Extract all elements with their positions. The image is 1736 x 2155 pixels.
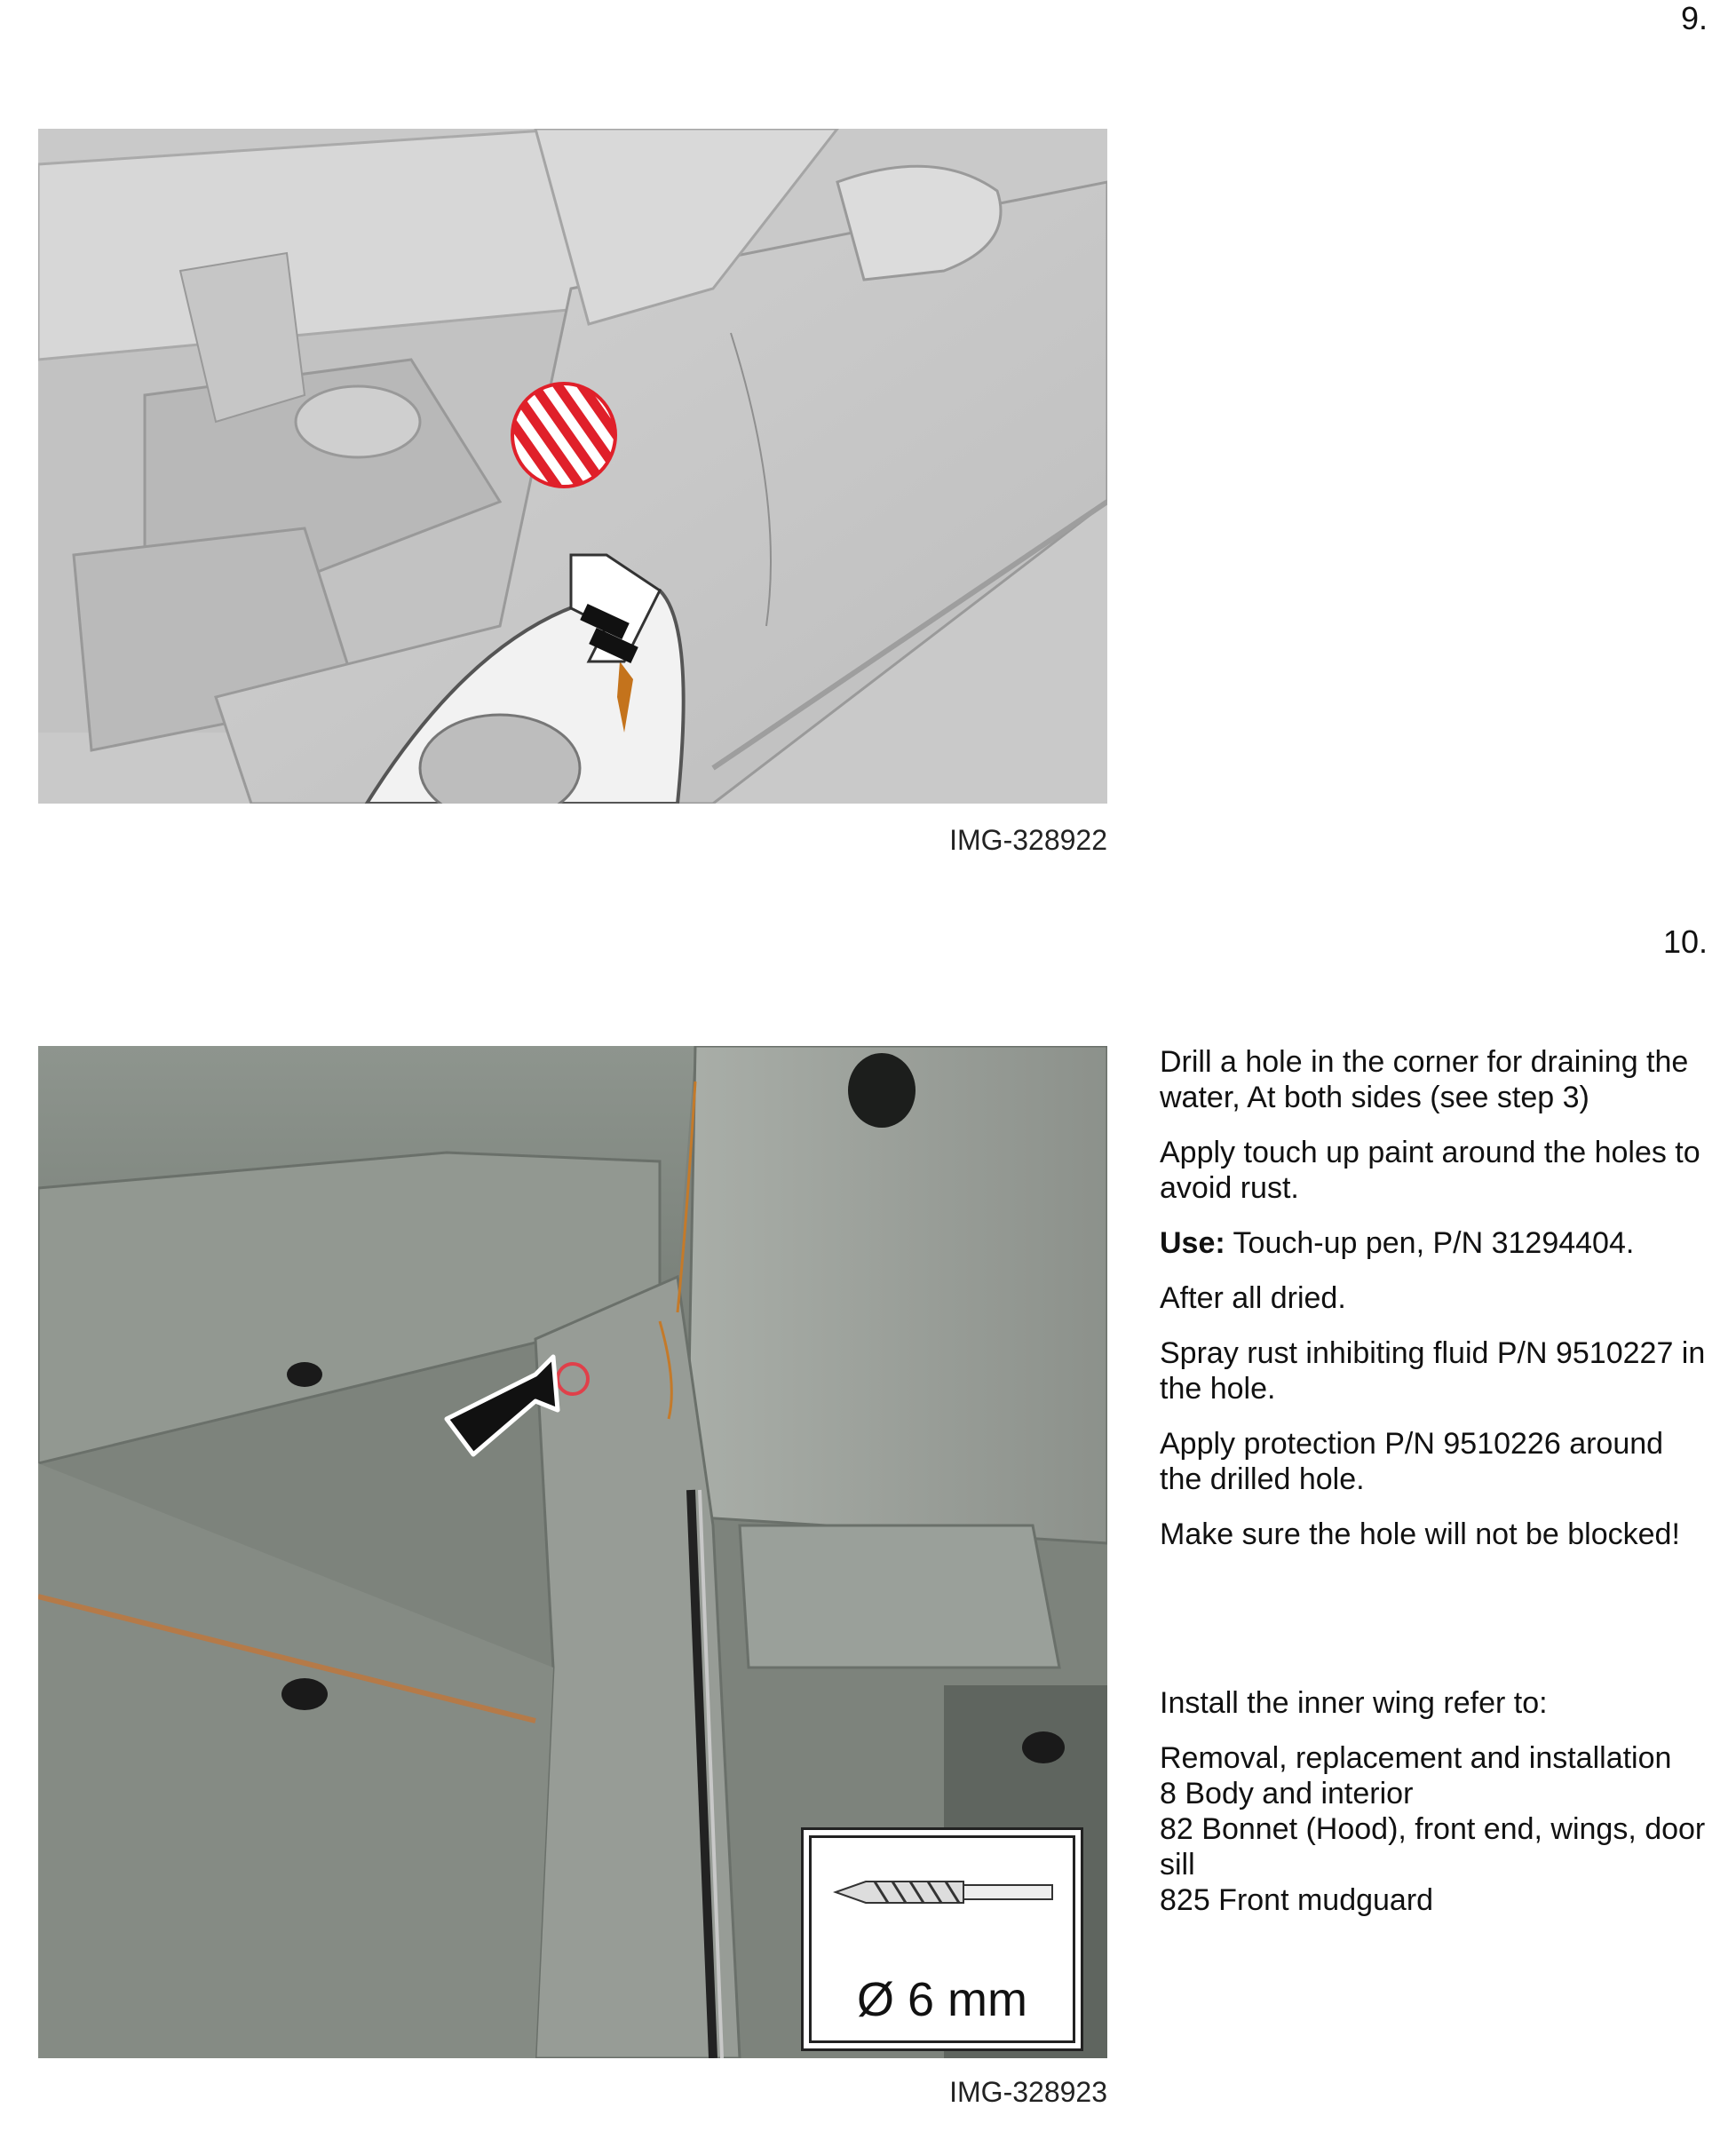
instruction-use (1160, 1225, 1710, 1261)
instruction-drill: Drill a hole in the corner for draining the water, At both sides (see step 3) (1160, 1045, 1689, 1114)
instruction-paint: Apply touch up paint around the holes to avoid rust. (1160, 1136, 1700, 1205)
reference-line-3: 82 Bonnet (Hood), front end, wings, door sill (1160, 1812, 1706, 1882)
image-caption-9: IMG-328922 (949, 824, 1107, 856)
instruction-protection: Apply protection P/N 9510226 around the drilled hole. (1160, 1427, 1664, 1496)
instruction-install: Install the inner wing refer to: (1160, 1686, 1548, 1720)
step-number-10: 10. (1662, 923, 1708, 960)
step-number-9: 9. (1680, 0, 1708, 36)
drill-size-label: Ø 6 mm (856, 1973, 1027, 2026)
instruction-blocked: Make sure the hole will not be blocked! (1160, 1517, 1680, 1551)
instruction-spray: Spray rust inhibiting fluid P/N 9510227 in the hole. (1160, 1336, 1706, 1406)
use-label: Use: (1160, 1226, 1225, 1260)
reference-line-4: 825 Front mudguard (1160, 1883, 1434, 1917)
drill-bit-icon (830, 1874, 1058, 1910)
instruction-dried: After all dried. (1160, 1281, 1346, 1315)
reference-line-1: Removal, replacement and installation (1160, 1741, 1672, 1775)
step10-instructions (1160, 1044, 1710, 1918)
reference-line-2: 8 Body and interior (1160, 1777, 1414, 1810)
car-fender-illustration (38, 129, 1107, 804)
drill-size-box (801, 1827, 1083, 2051)
image-caption-10: IMG-328923 (949, 2076, 1107, 2108)
use-text: Touch-up pen, P/N 31294404. (1233, 1226, 1635, 1260)
